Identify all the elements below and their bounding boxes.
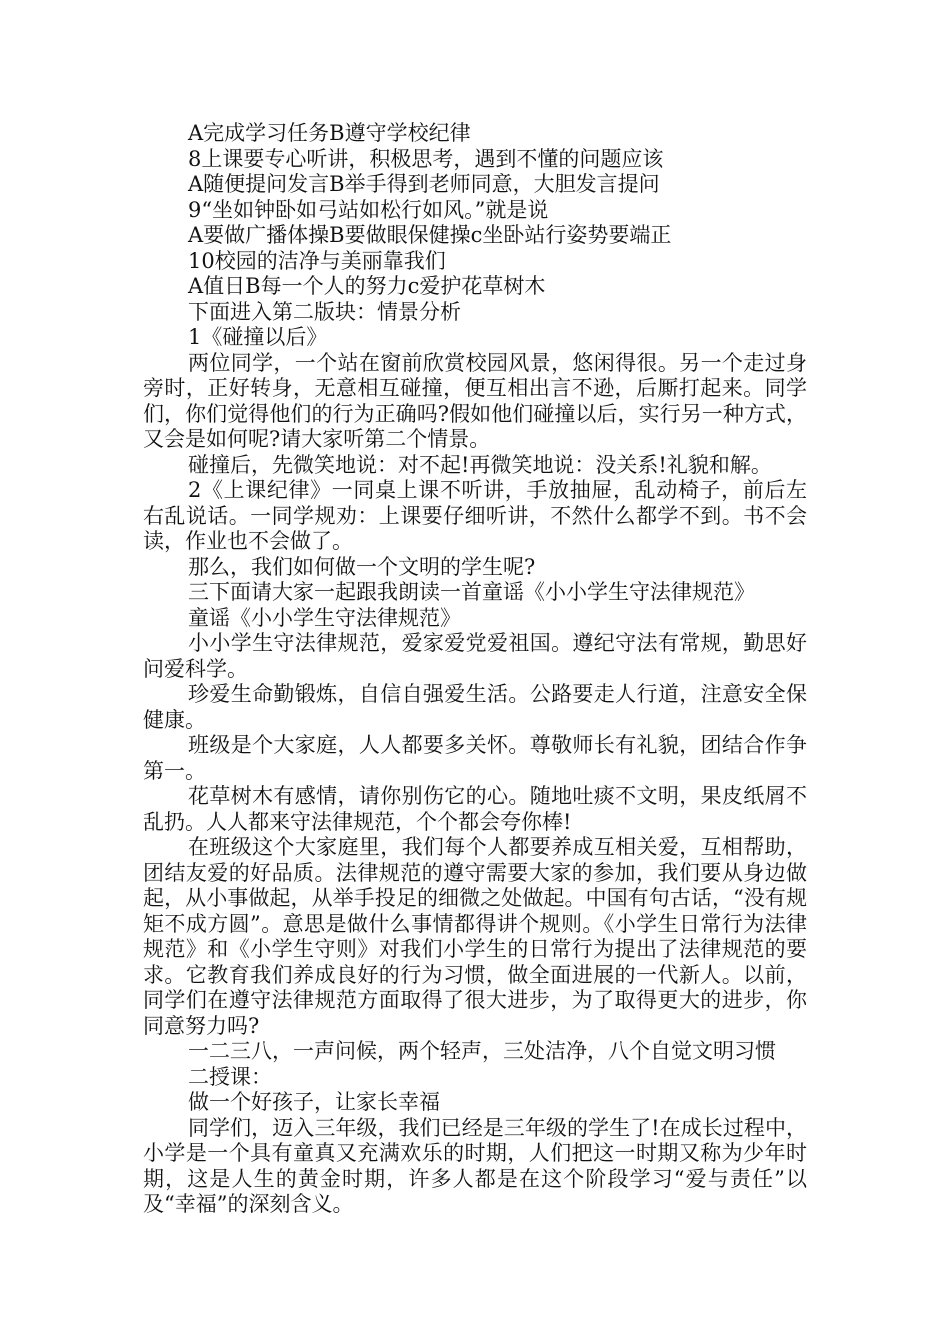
paragraph: 一二三八，一声问候，两个轻声，三处洁净，八个自觉文明习惯 (188, 1039, 776, 1063)
paragraph: 2《上课纪律》一同桌上课不听讲，手放抽屉，乱动椅子，前后左右乱说话。一同学规劝：上课要仔细听讲，不然什么都学不到。书不会读，作业也不会做了。 (143, 478, 807, 553)
paragraph: 8上课要专心听讲，积极思考，遇到不懂的问题应该 (188, 146, 664, 171)
paragraph: A随便提问发言B举手得到老师同意，大胆发言提问 (188, 172, 660, 196)
paragraph: A完成学习任务B遵守学校纪律 (188, 121, 471, 145)
document-page (143, 121, 807, 1218)
paragraph: 那么，我们如何做一个文明的学生呢? (188, 554, 536, 579)
rhyme-title: 童谣《小小学生守法律规范》 (188, 605, 461, 630)
paragraph: 同学们，迈入三年级，我们已经是三年级的学生了!在成长过程中，小学是一个具有童真又充满欢乐的时期，人们把这一时期又称为少年时期，这是人生的黄金时期，许多人都是在这个阶段学习“爱与责任”以及“幸福”的深刻含义。 (143, 1115, 807, 1216)
paragraph: 班级是个大家庭，人人都要多关怀。尊敬师长有礼貌，团结合作争第一。 (143, 733, 807, 783)
paragraph: A值日B每一个人的努力c爱护花草树木 (188, 274, 546, 298)
paragraph: 珍爱生命勤锻炼，自信自强爱生活。公路要走人行道，注意安全保健康。 (143, 682, 807, 732)
paragraph: A要做广播体操B要做眼保健操c坐卧站行姿势要端正 (188, 223, 672, 247)
section-heading: 下面进入第二版块：情景分析 (188, 299, 461, 324)
paragraph: 花草树木有感情，请你别伤它的心。随地吐痰不文明，果皮纸屑不乱扔。人人都来守法律规范，个个都会夸你棒! (143, 784, 807, 834)
paragraph: 在班级这个大家庭里，我们每个人都要养成互相关爱，互相帮助，团结友爱的好品质。法律规范的遵守需要大家的参加，我们要从身边做起，从小事做起，从举手投足的细微之处做起。中国有句古话，“没有规矩不成方圆”。意思是做什么事情都得讲个规则。《小学生日常行为法律规范》和《小学生守则》对我们小学生的日常行为提出了法律规范的要求。它教育我们养成良好的行为习惯，做全面进展的一代新人。以前，同学们在遵守法律规范方面取得了很大进步，为了取得更大的进步，你同意努力吗? (143, 835, 807, 1038)
paragraph: 碰撞后，先微笑地说：对不起!再微笑地说：没关系!礼貌和解。 (188, 452, 772, 477)
paragraph: 小小学生守法律规范，爱家爱党爱祖国。遵纪守法有常规，勤思好问爱科学。 (143, 631, 807, 681)
lesson-title: 做一个好孩子，让家长幸福 (188, 1090, 440, 1114)
paragraph: 9“坐如钟卧如弓站如松行如风。”就是说 (188, 197, 549, 222)
paragraph: 三下面请大家一起跟我朗读一首童谣《小小学生守法律规范》 (188, 580, 755, 604)
section-heading: 二授课： (188, 1064, 272, 1089)
scenario-title: 1《碰撞以后》 (188, 325, 328, 349)
paragraph: 两位同学，一个站在窗前欣赏校园风景，悠闲得很。另一个走过身旁时，正好转身，无意相互碰撞，便互相出言不逊，后厮打起来。同学们，你们觉得他们的行为正确吗?假如他们碰撞以后，实行另一种方式，又会是如何呢?请大家听第二个情景。 (143, 350, 807, 451)
paragraph: 10校园的洁净与美丽靠我们 (188, 248, 446, 273)
